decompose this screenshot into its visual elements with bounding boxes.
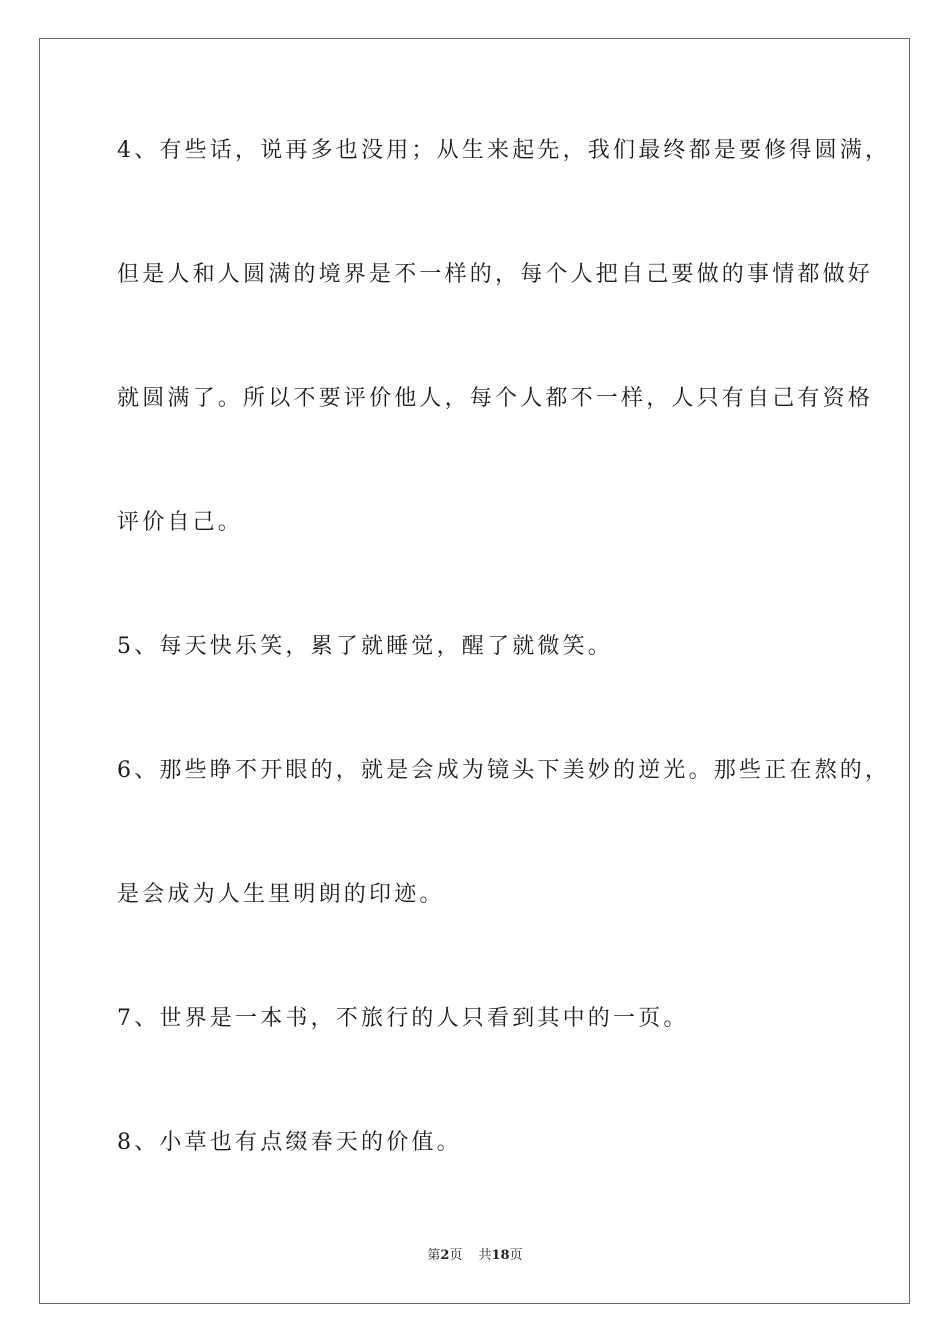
total-pages: 18 — [491, 1248, 510, 1263]
text-line-6: 6、那些睁不开眼的，就是会成为镜头下美妙的逆光。那些正在熬的， — [117, 758, 891, 783]
text-line-8: 7、世界是一本书，不旅行的人只看到其中的一页。 — [117, 1006, 689, 1031]
page-prefix: 第 — [427, 1248, 441, 1263]
page-footer — [0, 1247, 950, 1265]
text-line-4: 评价自己。 — [117, 510, 244, 535]
text-line-9: 8、小草也有点缀春天的价值。 — [117, 1130, 462, 1155]
text-line-5: 5、每天快乐笑，累了就睡觉，醒了就微笑。 — [117, 634, 613, 659]
page-suffix: 页 — [449, 1248, 463, 1263]
text-line-1: 4、有些话，说再多也没用；从生来起先，我们最终都是要修得圆满， — [117, 138, 891, 163]
total-suffix: 页 — [509, 1248, 523, 1263]
page-number: 2 — [440, 1248, 450, 1263]
total-prefix: 共 — [478, 1248, 492, 1263]
page-border — [39, 38, 910, 1304]
text-line-3: 就圆满了。所以不要评价他人，每个人都不一样，人只有自己有资格 — [117, 386, 874, 411]
text-line-2: 但是人和人圆满的境界是不一样的，每个人把自己要做的事情都做好 — [117, 262, 874, 287]
text-line-7: 是会成为人生里明朗的印迹。 — [117, 882, 445, 907]
